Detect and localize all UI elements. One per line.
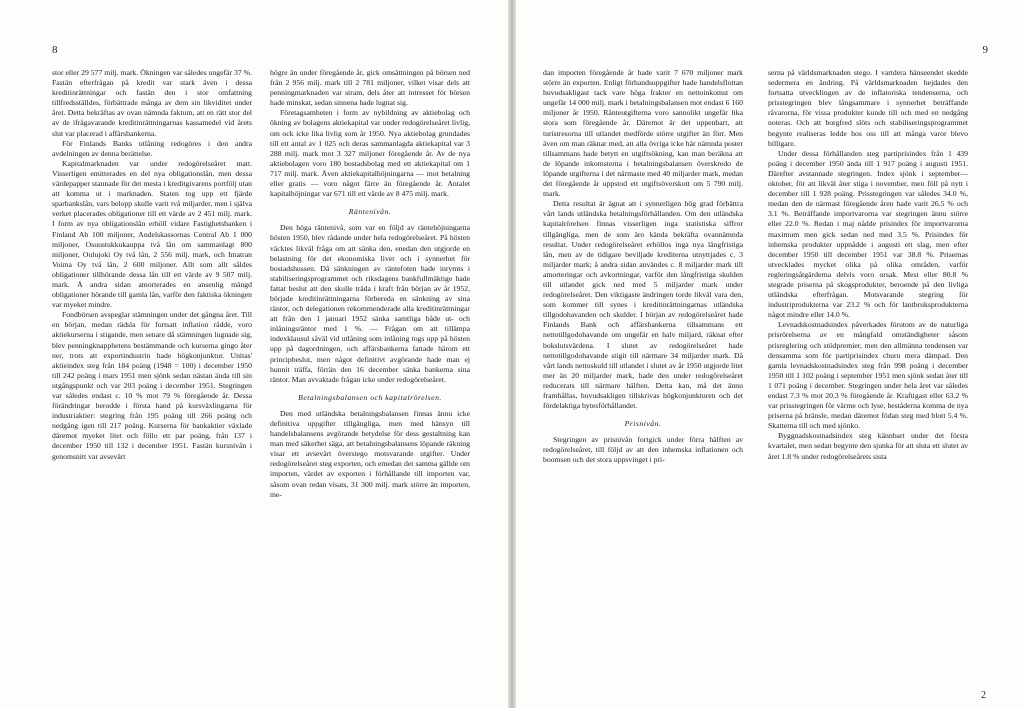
paragraph: Fondbörsen avspeglar stämningen under det gångna året. Till en början, medan rädsla för fortsatt inflation rådde, voro aktiekurserna i stigande, men senare då stämningen lugnade sig, blev penningknapphetens bestämmande och kurserna gingo åter ner, trots att exportindustrin hade högkonjunktur. Unitas' aktieindex steg från 184 poäng (1948 = 100) i december 1950 till 242 poäng i mars 1951 men sjönk sedan nästan ända till sin utgångspunkt och var 203 poäng i december 1951. Stegringen var således endast c. 10 % mot 79 % föregående år. Dessa förändringar berodde i första hand på kursväxlingarna för industriaktier: stegring från 195 poäng till 266 poäng och nedgång igen till 217 poäng. Kurserna för bankaktier växlade däremot myeket litet och föllo ett par poäng, från 137 i december 1950 till 132 i december 1951. Fastän kursnivån i genomsnitt var avsevärt: [52, 310, 252, 461]
paragraph: Stegringen av prisnivån fortgick under förra hälften av redogörelseåret, till följd av att den inhemska inflationen och boomsen och det stora uppsvinget i pri-: [543, 435, 743, 465]
page-left: [0, 0, 511, 708]
section-heading: Räntenivån.: [348, 207, 392, 217]
section-heading: Betalningsbalansen och kapitalrörelsen.: [298, 392, 442, 402]
paragraph: Detta resultat är ägnat att i synnerligen hög grad förbättra vårt lands utländska betalningsförhållanden. Om den utländska kapitalrörelsen finnas visserligen inga statistiska siffror tillgängliga, men de som äro kända bekräfta ovannämnda resultat. Under redogörelseåret erhöllos inga nya långfristiga lån, men av de tidigare beviljade krediterna utnyttjades c. 3 miljarder mark; å andra sidan användes c. 8 miljarder mark till amorteringar och avkortningar, varför den långfristiga skulden till utlandet gick ned med 5 miljarder mark under redogörelseåret. Den viktigaste ändringen torde likväl vara den, som kommer till synes i kreditinrättningarnas utländska tillgodohavanden och skulder. I början av redogörelseåret hade Finlands Bank och affärsbankerna tillsammans ett nettotillgodohavande om ungefär en halv miljard, räknat efter bokslutsvärdena. I slutet av redogörelseåret hade nettotillgodohavande stigit till närmare 34 miljarder mark. Då vårt lands nettoskuld till utlandet i slutet av år 1950 utgjorde litet mer än 20 miljarder mark, hade den under redogörelseåret reducerats till närmare hälften. Detta kan, må det ännu framhållas, huvudsakligen tillskrivas högkonjunkturen och det fördelaktiga bytesförhållandet.: [543, 199, 743, 411]
paragraph: Byggnadskostnadsindex steg kännbart under det första kvartalet, men sedan begynte den sjunka för att sluta ett slutet av året 1.8 % under redogörelseårets sista: [768, 431, 968, 461]
text-column: [768, 68, 968, 698]
section-heading: Prisnivån.: [624, 419, 662, 429]
paragraph: högre än under föregående år, gick omsättningen på börsen ned från 2 956 milj. mark till 2 781 miljoner, vilket visar dels att penningmarknaden var stram, dels åter att intresset för börsen hade minskat, sedan sinnena hade lugnat sig.: [270, 68, 470, 108]
page-right: [513, 0, 1024, 708]
paragraph: Under dessa förhållanden steg partiprisindex från 1 439 poäng i december 1950 ända till 1 917 poäng i augusti 1951. Därefter avstannade stegringen. Index sjönk i september—oktober, för att likväl åter stiga i november, men föll på nytt i december till 1 928 poäng. Prisstegringen var således 34.0 %, medan den de närmast föregående åren hade varit 26.5 % och 3.1 %. Beträffande importvarorna var stegringen ännu större eller 22.0 %. Redan i maj nådde prisindex för importvarorna maximum men gick sedan ned med 3.5 %. Prisindex för inhemska produkter uppnådde i augusti ett slag, men efter december 1950 till december 1951 var 38.8 %. Prisernas utvecklades mycket olika på olika områden, varför regleringsåtgärderna delvis voro orsak. Mest eller 80.8 % stegrade priserna på skogsprodukter, beroende på den livliga utländska efterfrågan. Motsvarande stegring för industriprodukterna var 23.2 % och för lantbruksprodukterna något mindre eller 14.0 %.: [768, 148, 968, 320]
paragraph: Den höga räntenivå, som var en följd av räntehöjningarna hösten 1950, blev rådande under hela redogörelseåret. På hösten väcktes likväl fråga om att sänka den, enedan den utgjorde en belastning för det ekonomiska livet och i synnerhet för bostadshussen. Då sänkningen av räntefoten hade inrymts i stabiliseringsprogrammet och riksdagens bankfullmäktige hade fattat beslut att den skulle träda i kraft från början av år 1952, började kreditinrättningarna förbereda en sänkning av sina räntor, och delegationen rekommenderade alla kreditinrättningar att från den 1 januari 1952 sänka samtliga både ut- och inlåningsräntor med 1 %. — Frågan om att tillämpa indexklausul såväl vid utlåning som inlåning togs upp på hösten upp på dagordningen, och affärsbankerna fattade härom ett principbeslut, men något definitivt avgörande hade man ej hunnit träffa, förrän den 16 december sänka bankerna sina räntor. Man avvaktade frågan icke under redogörelseåret.: [270, 223, 470, 384]
paragraph: dan importen föregående år hade varit 7 670 miljoner mark större än exporten. Enligt förhandsuppgifter hade handelsflottan huvudsakligast tack vare höga frakter en nettoinkomst om ungefär 14 000 milj. mark i betalningsbalansen mot endast 6 160 miljoner år 1950. Ränteutgifterna voro sannolikt ungefär lika stora som föregående år. Däremot är det uppenbart, att turistresorna till utlandet medförde större utgifter än förr. Men även om man räknar med, att alla övriga icke här nämnda poster tillsammans hade betytt en utgiftsökning, kan man beräkna att de löpande inkomsterna i betalningsbalansen överskredo de löpande utgifterna i det närmaste med 40 miljarder mark, medan det föregående år uppstod ett utgiftsöverskott om 5 790 milj. mark.: [543, 68, 743, 199]
paragraph: Levnadskostnadsindex påverkades förutom av de naturliga prisrörelserna av en mångfald omständigheter såsom prisreglering och stödpremier, men den allmänna tendensen var densamma som för partiprisindex churu mera dämpad. Den gamla levnadskostnadsindex steg från 998 poäng i december 1950 till 1 102 poäng i september 1951 men sjönk sedan åter till 1 071 poäng i december. Stegringen under hela året var således endast 7.3 % mot 20.3 % föregående år. Kraftigast eller 63.2 % var prisstegringen för värme och lyse, beståderna komma de nya priserna på bränsle, medan däremot födan steg med blott 5.4 %. Skatterna till och med sjönko.: [768, 320, 968, 431]
paragraph: Företagsamheten i form av nybildning av aktiebolag och ökning av bolagens aktiekapital var under redogörelseåret livlig, om ock icke lika livlig som år 1950. Nya aktiebolag grundades till ett antal av 1 025 och deras sammanlagda aktiekapital var 3 288 milj. mark mot 3 327 miljoner föregående år. Av de nya aktiebolagen voro 180 bostadsbolag med ett aktiekapital om 1 717 milj. mark. Även aktiekapitalhöjningarna — mot betalning eller gratis — voro något färre än föregående år. Antalet kapitalhöjningar var 671 till ett värde av 8 475 milj. mark.: [270, 108, 470, 199]
page-number: 8: [52, 44, 58, 56]
text-column: [52, 68, 252, 698]
text-column: [270, 68, 470, 698]
text-column: [543, 68, 743, 698]
paragraph: Den med utländska betalningsbalansen finnas ännu icke definitiva uppgifter tillgängliga, men med hänsyn till handelsbalansens avgörande betydelse för dess gestaltning kan man med säkerhet säga, att betalningsbalansens löpande räkning visar ett avsevärt överstego motsvarande utgifter. Under redogörelseåret steg exporten, och emedan det samma gällde om importen, värdet av exporten i förhållande till importen var, såsom ovan redan visats, 31 300 milj. mark större än importen, me-: [270, 408, 470, 499]
paragraph: stor eller 29 577 milj. mark. Ökningen var således ungefär 37 %. Fastän efterfrågan på kredit var stark även i dessa kreditinrättningar och fastän den i stor omfattning tillfredsställdes, förbättrade många av dem sin likviditet under året. Detta bekräftas av ovan nämnda faktum, att en rätt stor del av de ifrågavarande kreditinrättningarnas kassamedel vid årets slut var placerad i affärsbankerna.: [52, 68, 252, 138]
page-number: 9: [982, 44, 988, 56]
paragraph: Kapitalmarknaden var under redogörelseåret matt. Visserligen emitterades en del nya obligationslån, men dessa värdepapper stannade för det mesta i kreditgivarens portfölj utan att komma ut i marknaden. Staten tog upp ett fjärde sparbankslån, vars belopp skulle varit två miljarder, men i själva verket placerades obligationer till ett värde av 2 451 milj. mark. I form av nya obligationslån erhöll vidare Fastighetsbanken i Finland Ab 100 miljoner, Andelskassornas Central Ab 1 000 miljoner, Osuustukkukauppa två lån om sammanlagt 800 miljoner, Oulujoki Oy två lån, 2 556 milj. mark, och Imatran Voima Oy två lån, 2 600 miljoner. Allt som allt såldes obligationer tillhörande dessa lån till ett värde av 9 507 milj. mark. Å andra sidan amorterades en ansenlig mängd obligationer hörande till gamla lån, varför den faktiska ökningen var myeket mindre.: [52, 158, 252, 310]
paragraph: För Finlands Banks utlåning redogöres i den andra avdelningen av denna berättelse.: [52, 138, 252, 158]
paragraph: serna på världsmarknaden stego. I vartdera hänseendet skedde sedermera en ändring. På världsmarknaden hejdades den fortsatta utvecklingen av de inflatoriska tendenserna, och prisstegringen blev långsammare i synnerhet beträffande råvarorna, för vissa produkter kunde till och med en nedgång noteras. Och att borgfred slöts och stabiliseringsprogrammet begynte realiseras ledde hos oss till att många varor blevo billigare.: [768, 68, 968, 148]
signature-mark: 2: [981, 690, 986, 701]
